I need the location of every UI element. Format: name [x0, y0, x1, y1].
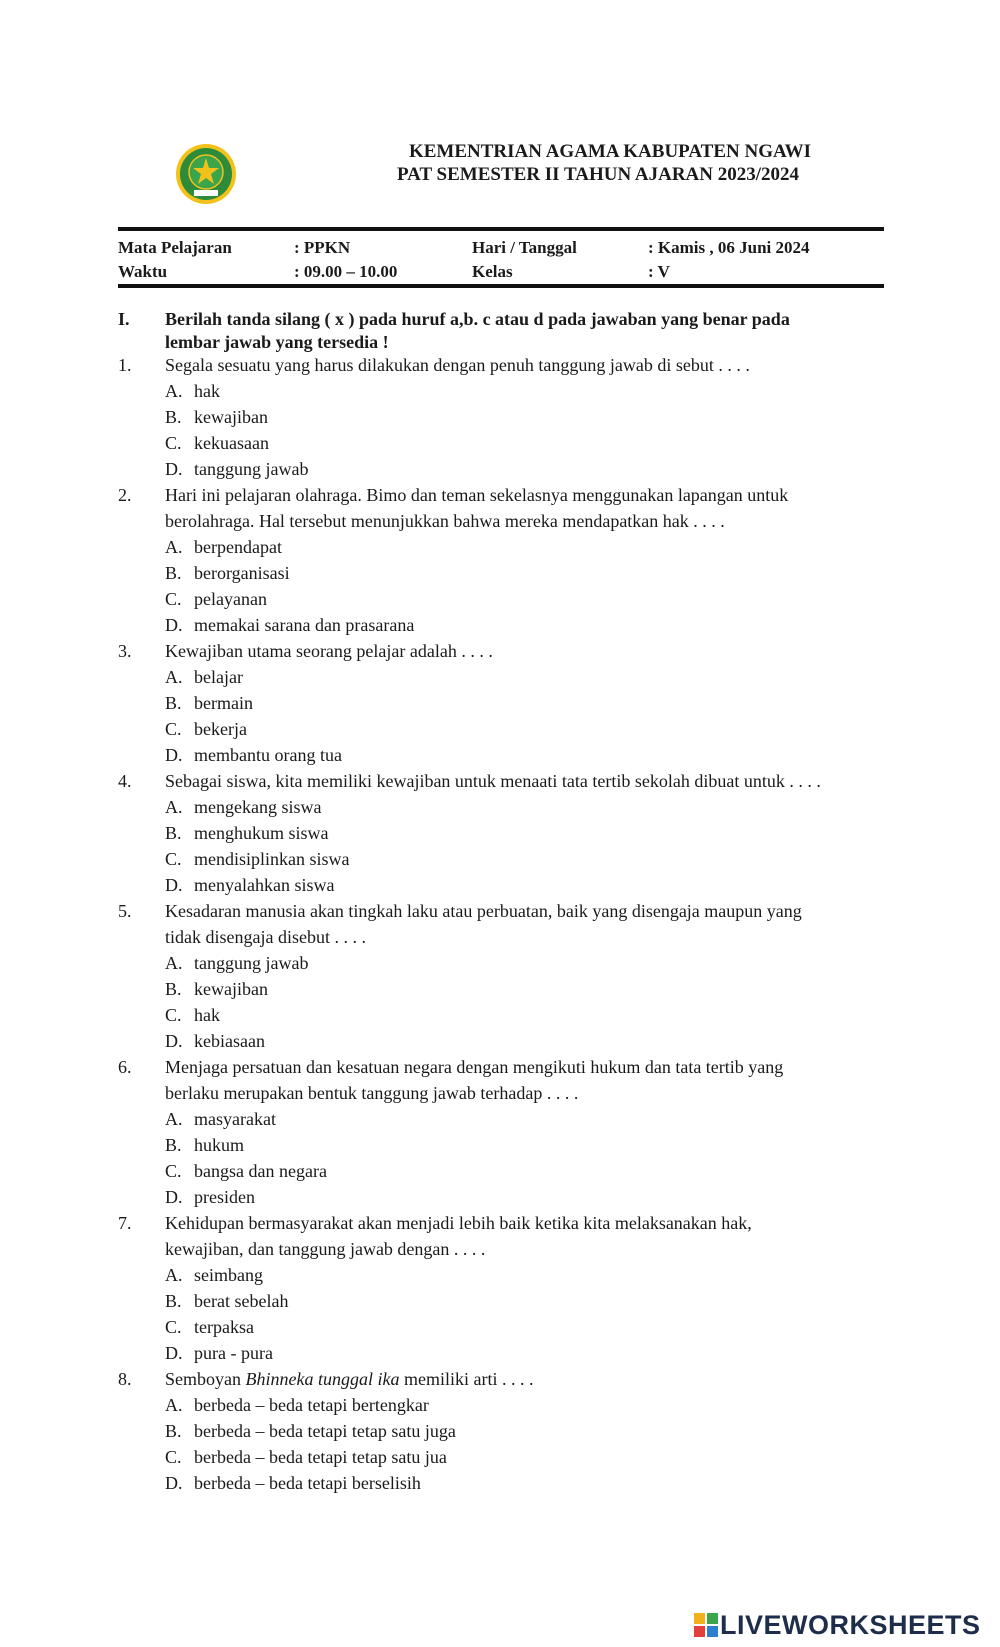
liveworksheets-logo — [694, 1610, 994, 1640]
option-letter: C. — [165, 433, 182, 453]
option-letter: D. — [165, 1187, 183, 1207]
question-text: Kewajiban utama seorang pelajar adalah . . . . — [165, 641, 493, 661]
subject-value: : PPKN — [294, 238, 351, 257]
question-number: 5. — [118, 901, 132, 921]
question-number: 6. — [118, 1057, 132, 1077]
option-text: kebiasaan — [194, 1031, 265, 1051]
answer-option[interactable] — [165, 664, 884, 690]
option-text: berbeda – beda tetapi tetap satu juga — [194, 1421, 456, 1441]
option-text: kekuasaan — [194, 433, 269, 453]
liveworksheets-icon — [694, 1613, 718, 1637]
answer-option[interactable] — [165, 430, 884, 456]
question-4 — [118, 768, 884, 898]
option-letter: A. — [165, 1265, 183, 1285]
option-letter: A. — [165, 667, 183, 687]
instruction-line: lembar jawab yang tersedia ! — [165, 332, 389, 352]
option-letter: C. — [165, 1005, 182, 1025]
option-text: tanggung jawab — [194, 459, 309, 479]
option-letter: B. — [165, 563, 182, 583]
answer-option[interactable] — [165, 1184, 884, 1210]
answer-option[interactable] — [165, 404, 884, 430]
instruction — [118, 308, 884, 354]
answer-option[interactable] — [165, 1288, 884, 1314]
subject-label: Mata Pelajaran — [118, 238, 232, 257]
date-value: : Kamis , 06 Juni 2024 — [648, 238, 810, 257]
answer-option[interactable] — [165, 820, 884, 846]
answer-option[interactable] — [165, 794, 884, 820]
question-2 — [118, 482, 884, 638]
option-text: bermain — [194, 693, 253, 713]
answer-option[interactable] — [165, 1028, 884, 1054]
option-text: belajar — [194, 667, 243, 687]
question-text: kewajiban, dan tanggung jawab dengan . . . . — [165, 1239, 486, 1259]
option-text: masyarakat — [194, 1109, 276, 1129]
option-text: mengekang siswa — [194, 797, 322, 817]
option-letter: D. — [165, 459, 183, 479]
option-letter: C. — [165, 1447, 182, 1467]
option-text: bangsa dan negara — [194, 1161, 327, 1181]
section-number: I. — [118, 309, 130, 329]
answer-option[interactable] — [165, 846, 884, 872]
question-list — [118, 352, 884, 1496]
option-letter: C. — [165, 719, 182, 739]
liveworksheets-brand: LIVEWORKSHEETS — [720, 1610, 981, 1640]
question-8 — [118, 1366, 884, 1496]
question-number: 8. — [118, 1369, 132, 1389]
question-number: 3. — [118, 641, 132, 661]
answer-option[interactable] — [165, 1444, 884, 1470]
question-number: 7. — [118, 1213, 132, 1233]
option-letter: C. — [165, 849, 182, 869]
question-text: Kesadaran manusia akan tingkah laku atau perbuatan, baik yang disengaja maupun yang — [165, 901, 802, 921]
answer-option[interactable] — [165, 1002, 884, 1028]
option-text: memakai sarana dan prasarana — [194, 615, 415, 635]
answer-option[interactable] — [165, 1158, 884, 1184]
question-text: Segala sesuatu yang harus dilakukan dengan penuh tanggung jawab di sebut . . . . — [165, 355, 750, 375]
question-6 — [118, 1054, 884, 1210]
motto-text: Bhinneka tunggal ika — [245, 1369, 400, 1389]
option-letter: B. — [165, 1291, 182, 1311]
question-text: tidak disengaja disebut . . . . — [165, 927, 366, 947]
option-text: pelayanan — [194, 589, 267, 609]
answer-option[interactable] — [165, 1340, 884, 1366]
option-letter: A. — [165, 1109, 183, 1129]
question-7 — [118, 1210, 884, 1366]
answer-option[interactable] — [165, 690, 884, 716]
answer-option[interactable] — [165, 1314, 884, 1340]
answer-option[interactable] — [165, 950, 884, 976]
date-label: Hari / Tanggal — [472, 238, 577, 257]
answer-option[interactable] — [165, 560, 884, 586]
question-text: Kehidupan bermasyarakat akan menjadi lebih baik ketika kita melaksanakan hak, — [165, 1213, 752, 1233]
question-text — [165, 1366, 884, 1392]
option-text: berbeda – beda tetapi berselisih — [194, 1473, 421, 1493]
option-text: hak — [194, 1005, 220, 1025]
option-letter: B. — [165, 407, 182, 427]
question-1 — [118, 352, 884, 482]
question-number: 2. — [118, 485, 132, 505]
class-label: Kelas — [472, 262, 513, 281]
option-letter: B. — [165, 1135, 182, 1155]
question-text: berlaku merupakan bentuk tanggung jawab terhadap . . . . — [165, 1083, 579, 1103]
exam-title: PAT SEMESTER II TAHUN AJARAN 2023/2024 — [396, 164, 800, 185]
option-text: seimbang — [194, 1265, 263, 1285]
option-letter: B. — [165, 823, 182, 843]
answer-option[interactable] — [165, 534, 884, 560]
option-text: menghukum siswa — [194, 823, 329, 843]
option-text: berorganisasi — [194, 563, 290, 583]
exam-info — [118, 238, 884, 286]
answer-option[interactable] — [165, 716, 884, 742]
answer-option[interactable] — [165, 1262, 884, 1288]
option-letter: A. — [165, 537, 183, 557]
header-divider-top — [118, 227, 884, 231]
option-text: presiden — [194, 1187, 255, 1207]
option-text: hak — [194, 381, 220, 401]
school-logo-icon — [174, 142, 238, 206]
answer-option[interactable] — [165, 1392, 884, 1418]
answer-option[interactable] — [165, 456, 884, 482]
option-text: berat sebelah — [194, 1291, 289, 1311]
answer-option[interactable] — [165, 1132, 884, 1158]
time-label: Waktu — [118, 262, 168, 281]
answer-option[interactable] — [165, 1106, 884, 1132]
answer-option[interactable] — [165, 1470, 884, 1496]
class-value: : V — [648, 262, 670, 281]
question-text-part: Semboyan — [165, 1369, 246, 1389]
answer-option[interactable] — [165, 378, 884, 404]
option-letter: D. — [165, 615, 183, 635]
option-text: membantu orang tua — [194, 745, 342, 765]
option-letter: A. — [165, 797, 183, 817]
option-letter: D. — [165, 1343, 183, 1363]
answer-option[interactable] — [165, 586, 884, 612]
option-text: berpendapat — [194, 537, 282, 557]
ministry-title: KEMENTRIAN AGAMA KABUPATEN NGAWI — [408, 141, 811, 162]
option-letter: D. — [165, 1031, 183, 1051]
answer-option[interactable] — [165, 976, 884, 1002]
question-number: 1. — [118, 355, 132, 375]
option-text: kewajiban — [194, 979, 268, 999]
question-text: Hari ini pelajaran olahraga. Bimo dan teman sekelasnya menggunakan lapangan untuk — [165, 485, 789, 505]
option-text: mendisiplinkan siswa — [194, 849, 350, 869]
question-text: Sebagai siswa, kita memiliki kewajiban untuk menaati tata tertib sekolah dibuat untuk . . . . — [165, 771, 821, 791]
instruction-line: Berilah tanda silang ( x ) pada huruf a,b. c atau d pada jawaban yang benar pada — [165, 309, 790, 329]
option-text: tanggung jawab — [194, 953, 309, 973]
option-letter: B. — [165, 693, 182, 713]
question-text: Menjaga persatuan dan kesatuan negara dengan mengikuti hukum dan tata tertib yang — [165, 1057, 784, 1077]
option-letter: A. — [165, 381, 183, 401]
question-5 — [118, 898, 884, 1054]
option-letter: A. — [165, 953, 183, 973]
answer-option[interactable] — [165, 742, 884, 768]
option-text: pura - pura — [194, 1343, 273, 1363]
question-number: 4. — [118, 771, 132, 791]
answer-option[interactable] — [165, 1418, 884, 1444]
question-3 — [118, 638, 884, 768]
question-text-part: memiliki arti . . . . — [399, 1369, 534, 1389]
answer-option[interactable] — [165, 872, 884, 898]
option-letter: D. — [165, 875, 183, 895]
option-text: terpaksa — [194, 1317, 254, 1337]
info-row — [118, 238, 884, 262]
option-text: bekerja — [194, 719, 247, 739]
option-letter: C. — [165, 1161, 182, 1181]
option-letter: D. — [165, 745, 183, 765]
option-letter: B. — [165, 979, 182, 999]
option-letter: D. — [165, 1473, 183, 1493]
option-text: berbeda – beda tetapi tetap satu jua — [194, 1447, 447, 1467]
info-row — [118, 262, 884, 286]
option-letter: C. — [165, 589, 182, 609]
time-value: : 09.00 – 10.00 — [294, 262, 398, 281]
option-letter: C. — [165, 1317, 182, 1337]
option-text: berbeda – beda tetapi bertengkar — [194, 1395, 429, 1415]
option-text: kewajiban — [194, 407, 268, 427]
answer-option[interactable] — [165, 612, 884, 638]
option-letter: B. — [165, 1421, 182, 1441]
header-divider-bottom — [118, 284, 884, 288]
option-text: hukum — [194, 1135, 245, 1155]
question-text: berolahraga. Hal tersebut menunjukkan bahwa mereka mendapatkan hak . . . . — [165, 511, 725, 531]
option-text: menyalahkan siswa — [194, 875, 335, 895]
option-letter: A. — [165, 1395, 183, 1415]
